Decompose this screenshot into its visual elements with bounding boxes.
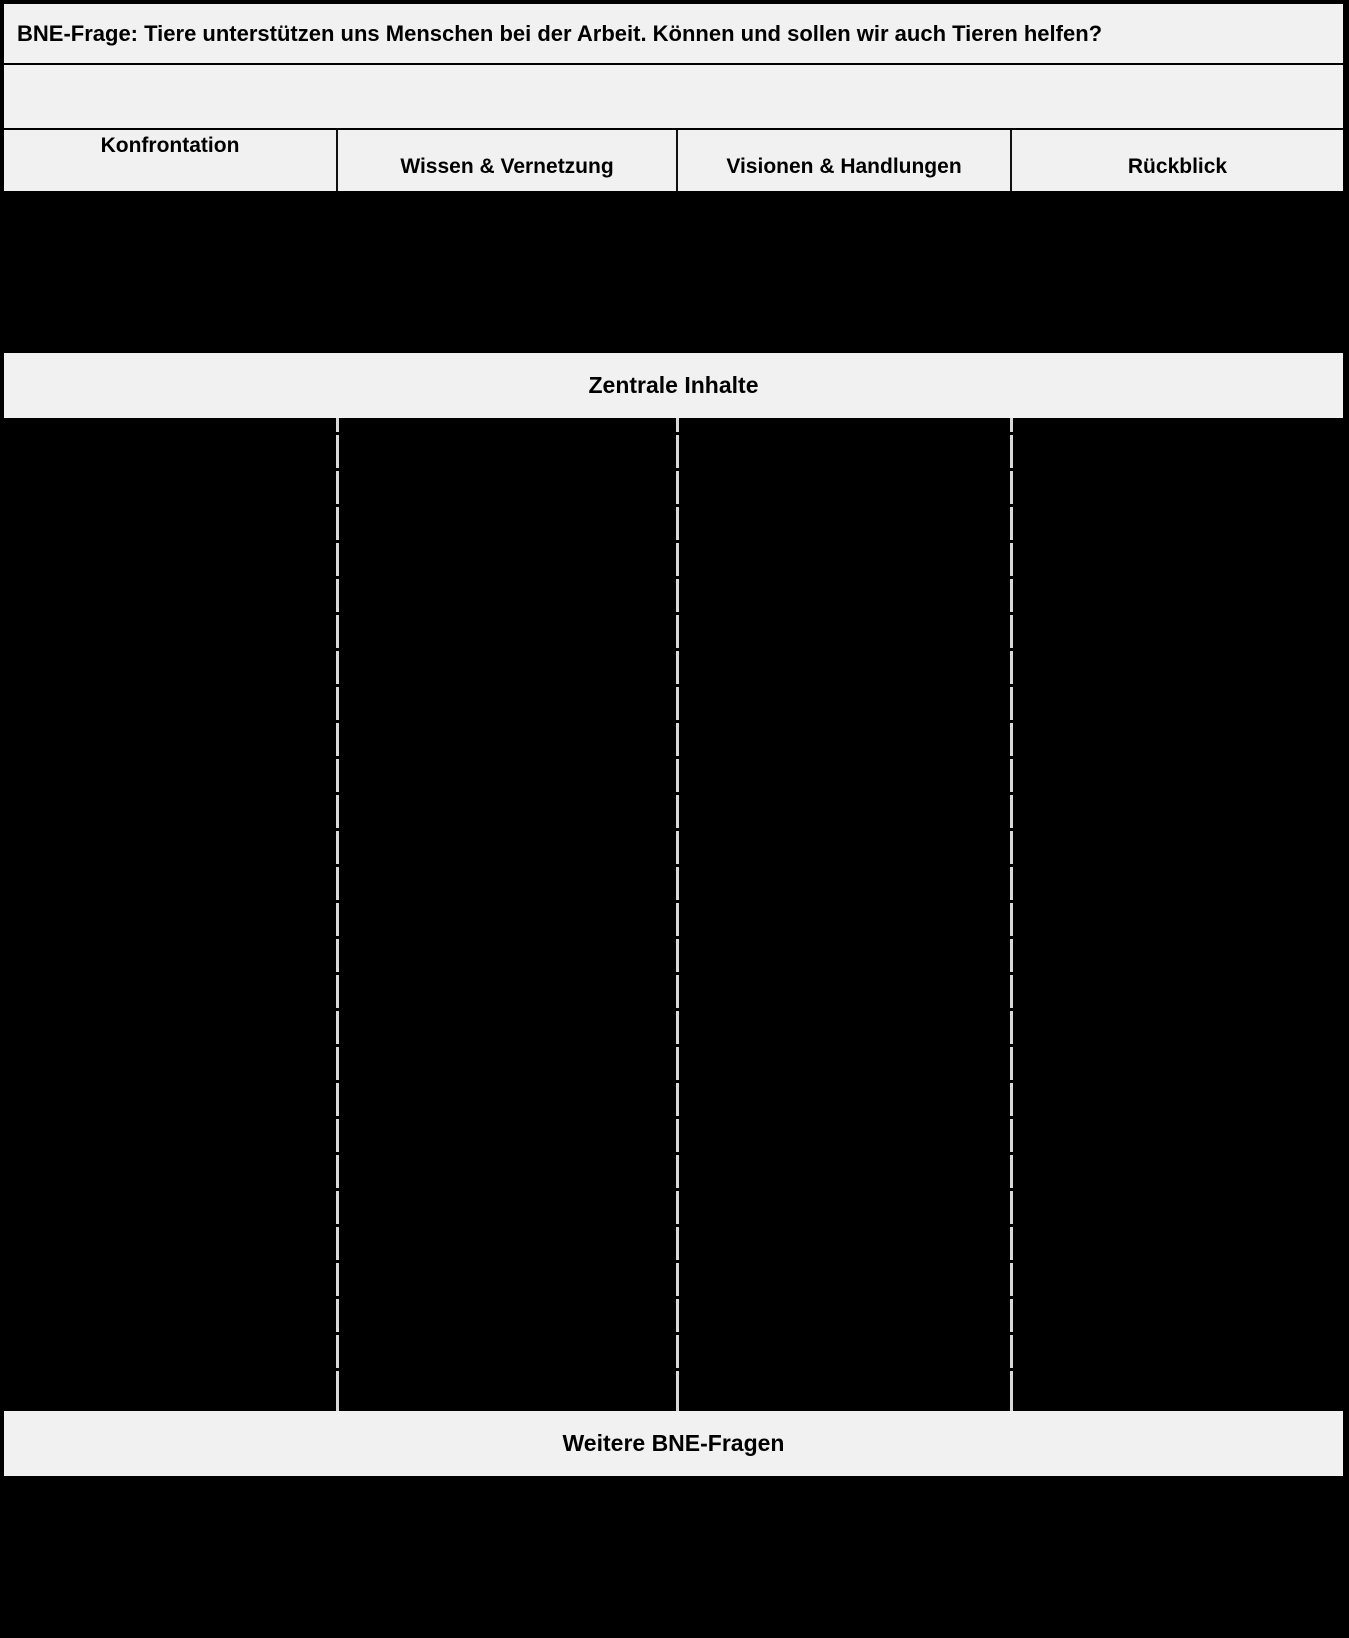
- central-content-band: [4, 353, 1343, 418]
- phase-header-wissen-vernetzung: [338, 130, 676, 191]
- phase-header-label: Visionen & Handlungen: [726, 155, 962, 178]
- central-content-label: Zentrale Inhalte: [588, 372, 759, 398]
- further-questions-label: Weitere BNE-Fragen: [562, 1430, 785, 1456]
- content-columns-area: [0, 418, 1349, 1411]
- bne-question-row: [4, 4, 1343, 63]
- phase-header-row: [4, 130, 1343, 191]
- phase-header-label: Wissen & Vernetzung: [400, 155, 614, 178]
- phase-header-visionen-handlungen: [678, 130, 1010, 191]
- column-divider-2: [676, 418, 679, 1411]
- further-questions-band: [4, 1411, 1343, 1476]
- bne-question-title: BNE-Frage: Tiere unterstützen uns Menschen bei der Arbeit. Können und sollen wir auch Tieren helfen?: [17, 20, 1103, 46]
- phase-header-label: Konfrontation: [100, 134, 240, 157]
- column-divider-1: [336, 418, 339, 1411]
- phase-header-konfrontation: [4, 130, 336, 191]
- column-divider-3: [1010, 418, 1013, 1411]
- phase-header-label: Rückblick: [1127, 155, 1228, 178]
- empty-spacer-row: [4, 65, 1343, 128]
- phase-header-rueckblick: [1012, 130, 1343, 191]
